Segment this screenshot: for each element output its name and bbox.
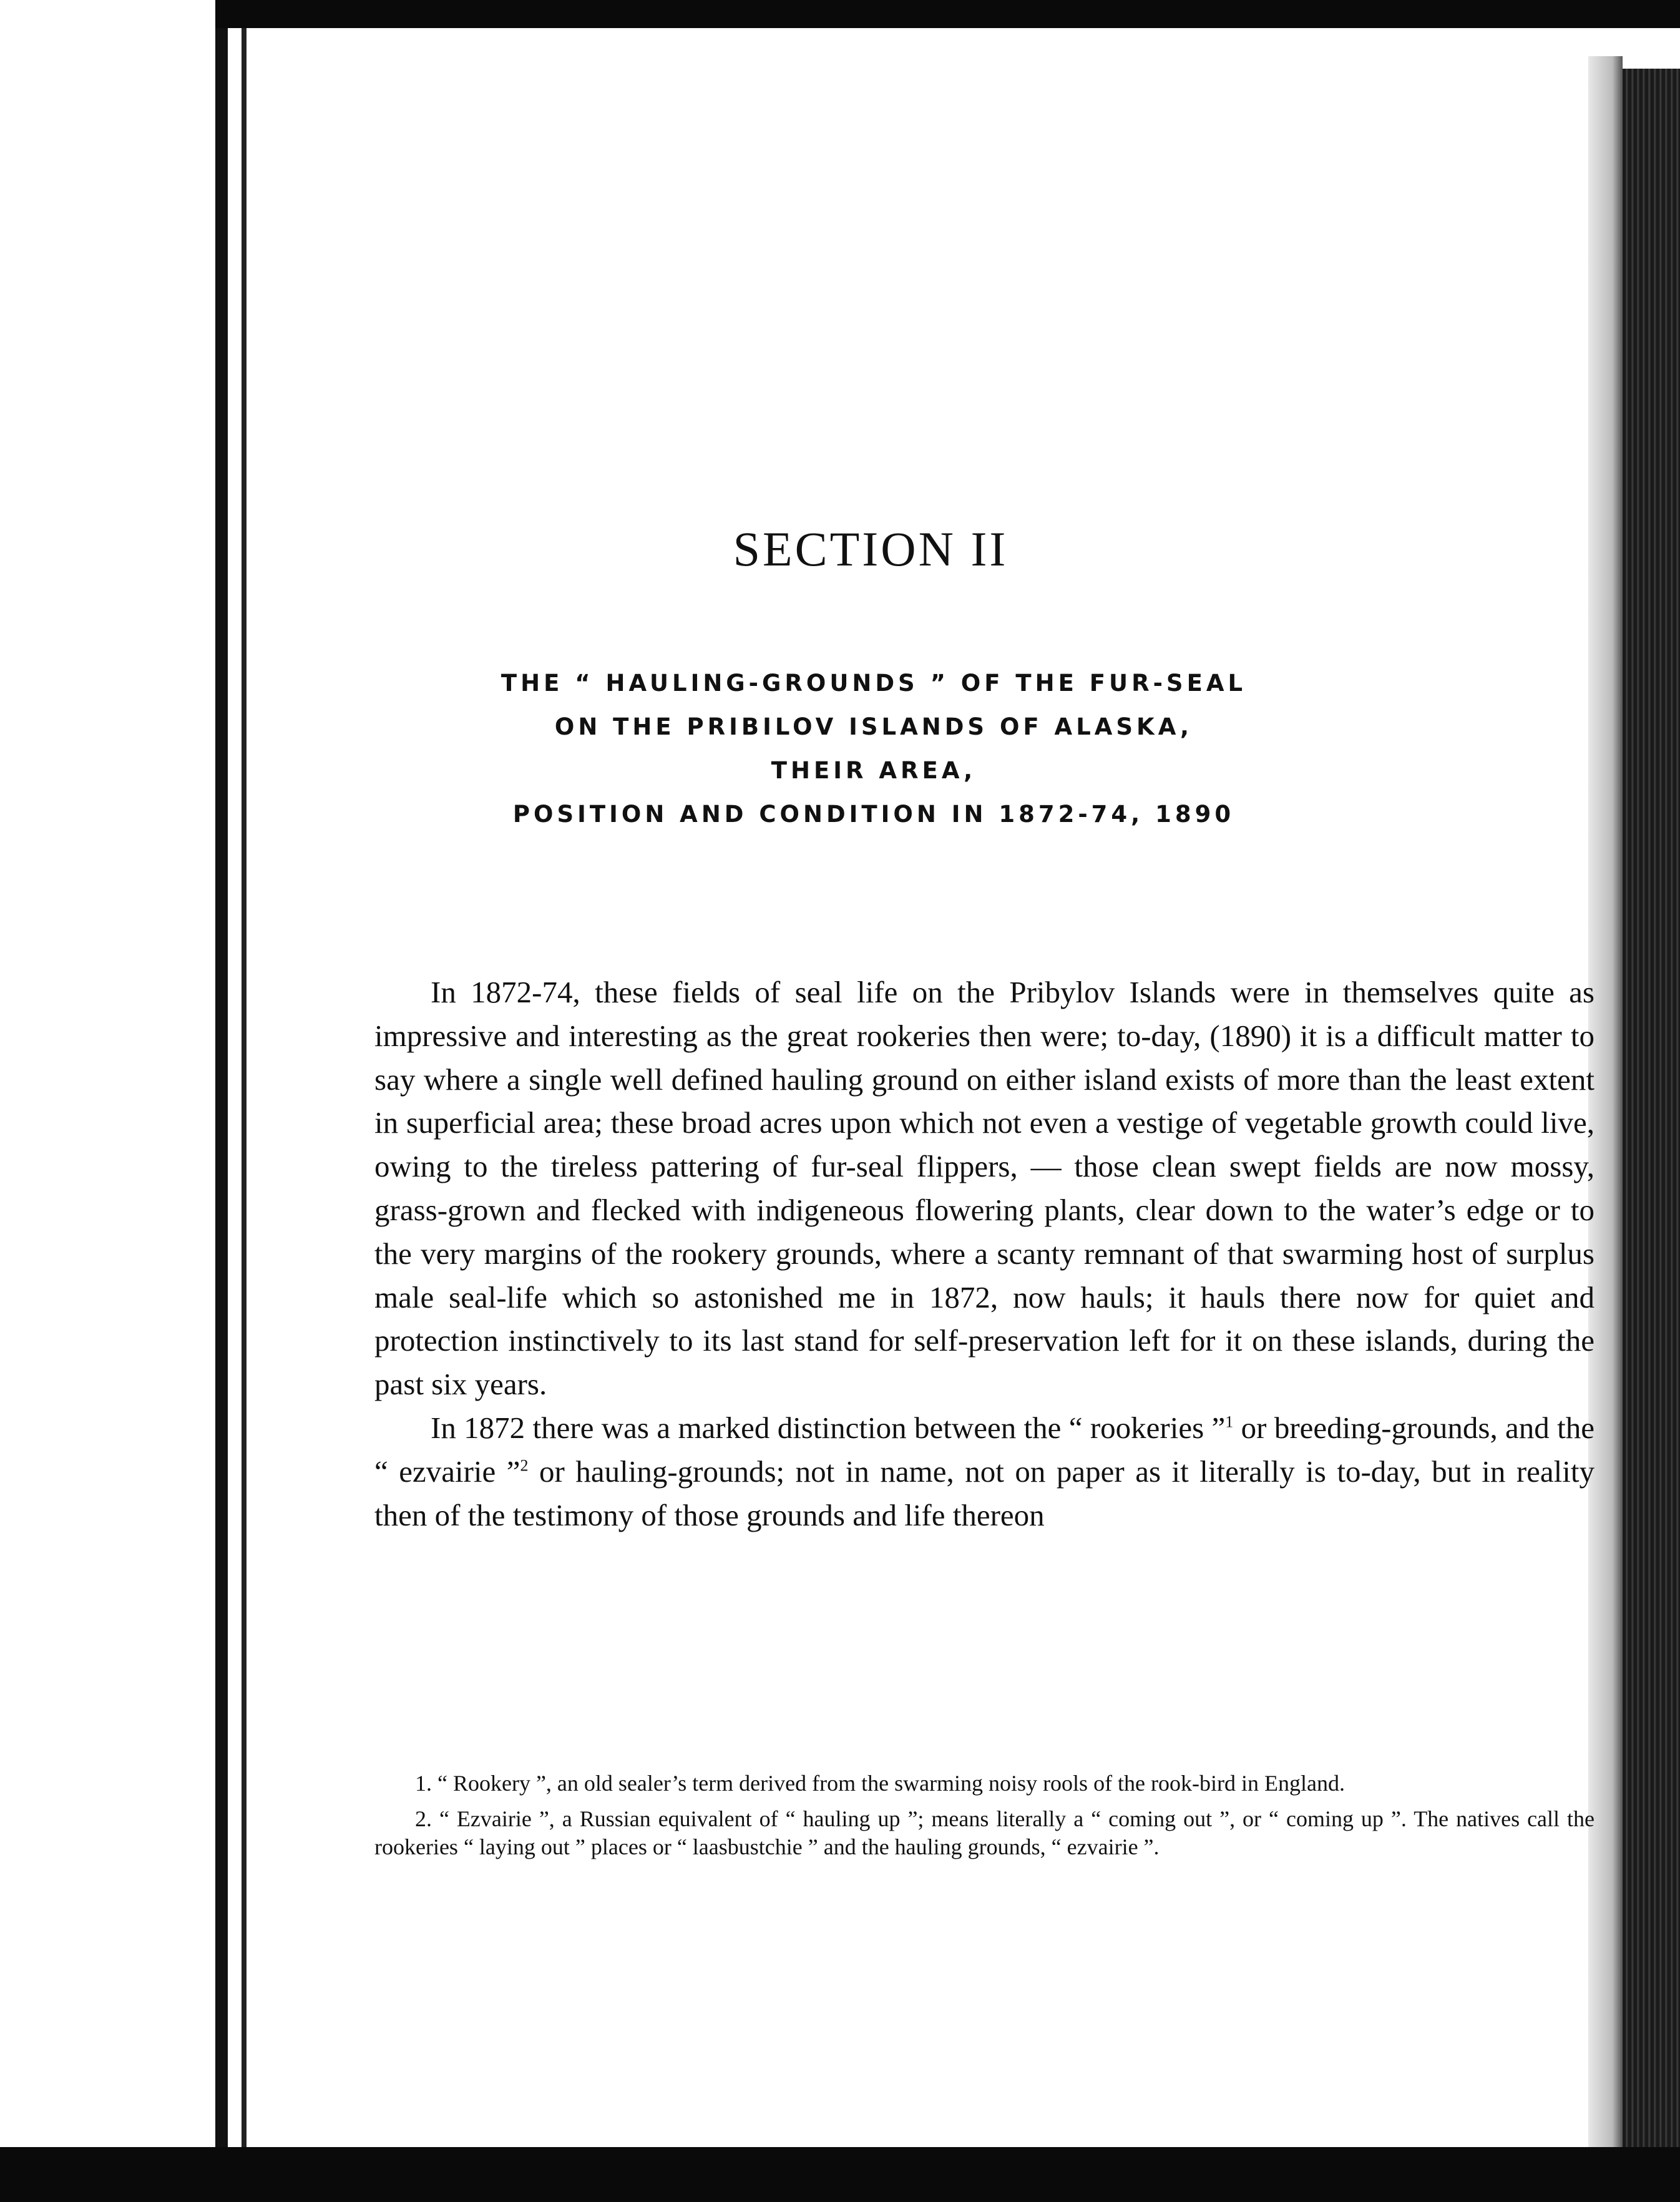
facing-page-edge [0, 0, 215, 2202]
subtitle-line: POSITION AND CONDITION IN 1872-74, 1890 [512, 801, 1235, 828]
paragraph-text: or breeding-grounds, and the “ ezvairie ” [374, 1410, 1595, 1489]
paragraph: In 1872-74, these fields of seal life on the Pribylov Islands were in themselves quite as impressive and interesting as the great rookeries then were; to-day, (1890) it is a difficult matter to say where a single well defined hauling ground on either island exists of more than the least extent in superficial area; these broad acres upon which not even a vestige of vegetable growth could live, owing to the tireless pattering of fur-seal flippers, — those clean swept fields are now mossy, grass-grown and flecked with indigeneous flowering plants, clear down to the water’s edge or to the very margins of the rookery grounds, where a scanty remnant of that swarming host of surplus male seal-life which so astonished me in 1872, now hauls; it hauls there now for quiet and protection instinctively to its last stand for self-preservation left for it on these islands, during the past six years. [374, 975, 1595, 1402]
footnote-ref: 2 [520, 1456, 529, 1475]
paragraph-text: or hauling-grounds; not in name, not on paper as it literally is to-day, but in reality then of the testimony of those grounds and life thereon [374, 1454, 1595, 1532]
book-gutter [215, 0, 228, 2147]
scan-top-border [215, 0, 1680, 28]
footnote: 2. “ Ezvairie ”, a Russian equivalent of “ hauling up ”; means literally a “ coming out ”, or “ coming up ”. The natives call the rookeries “ laying out ” places or “ laasbustchie ” and the hauling grounds, “ ezvairie ”. [374, 1806, 1595, 1859]
footnote: 1. “ Rookery ”, an old sealer’s term derived from the swarming noisy rools of the rook-bird in England. [415, 1771, 1345, 1796]
scan-bottom-border [0, 2147, 1680, 2202]
paragraph-text: In 1872 there was a marked distinction between the “ rookeries ” [431, 1410, 1226, 1445]
footnote-ref: 1 [1225, 1412, 1234, 1431]
body-text [374, 971, 1595, 1537]
subtitle-line: THE “ HAULING-GROUNDS ” OF THE FUR-SEAL [501, 670, 1247, 697]
section-heading: SECTION II [733, 522, 1008, 576]
subtitle-line: THEIR AREA, [771, 757, 977, 784]
section-subtitle [247, 662, 1501, 836]
footnotes [374, 1769, 1595, 1861]
gutter-gap [228, 0, 242, 2147]
page-edge-line [242, 0, 247, 2147]
subtitle-line: ON THE PRIBILOV ISLANDS OF ALASKA, [554, 713, 1193, 740]
paragraph [374, 1406, 1595, 1537]
book-page [247, 28, 1595, 2147]
page-stack-edges [1623, 69, 1680, 2147]
